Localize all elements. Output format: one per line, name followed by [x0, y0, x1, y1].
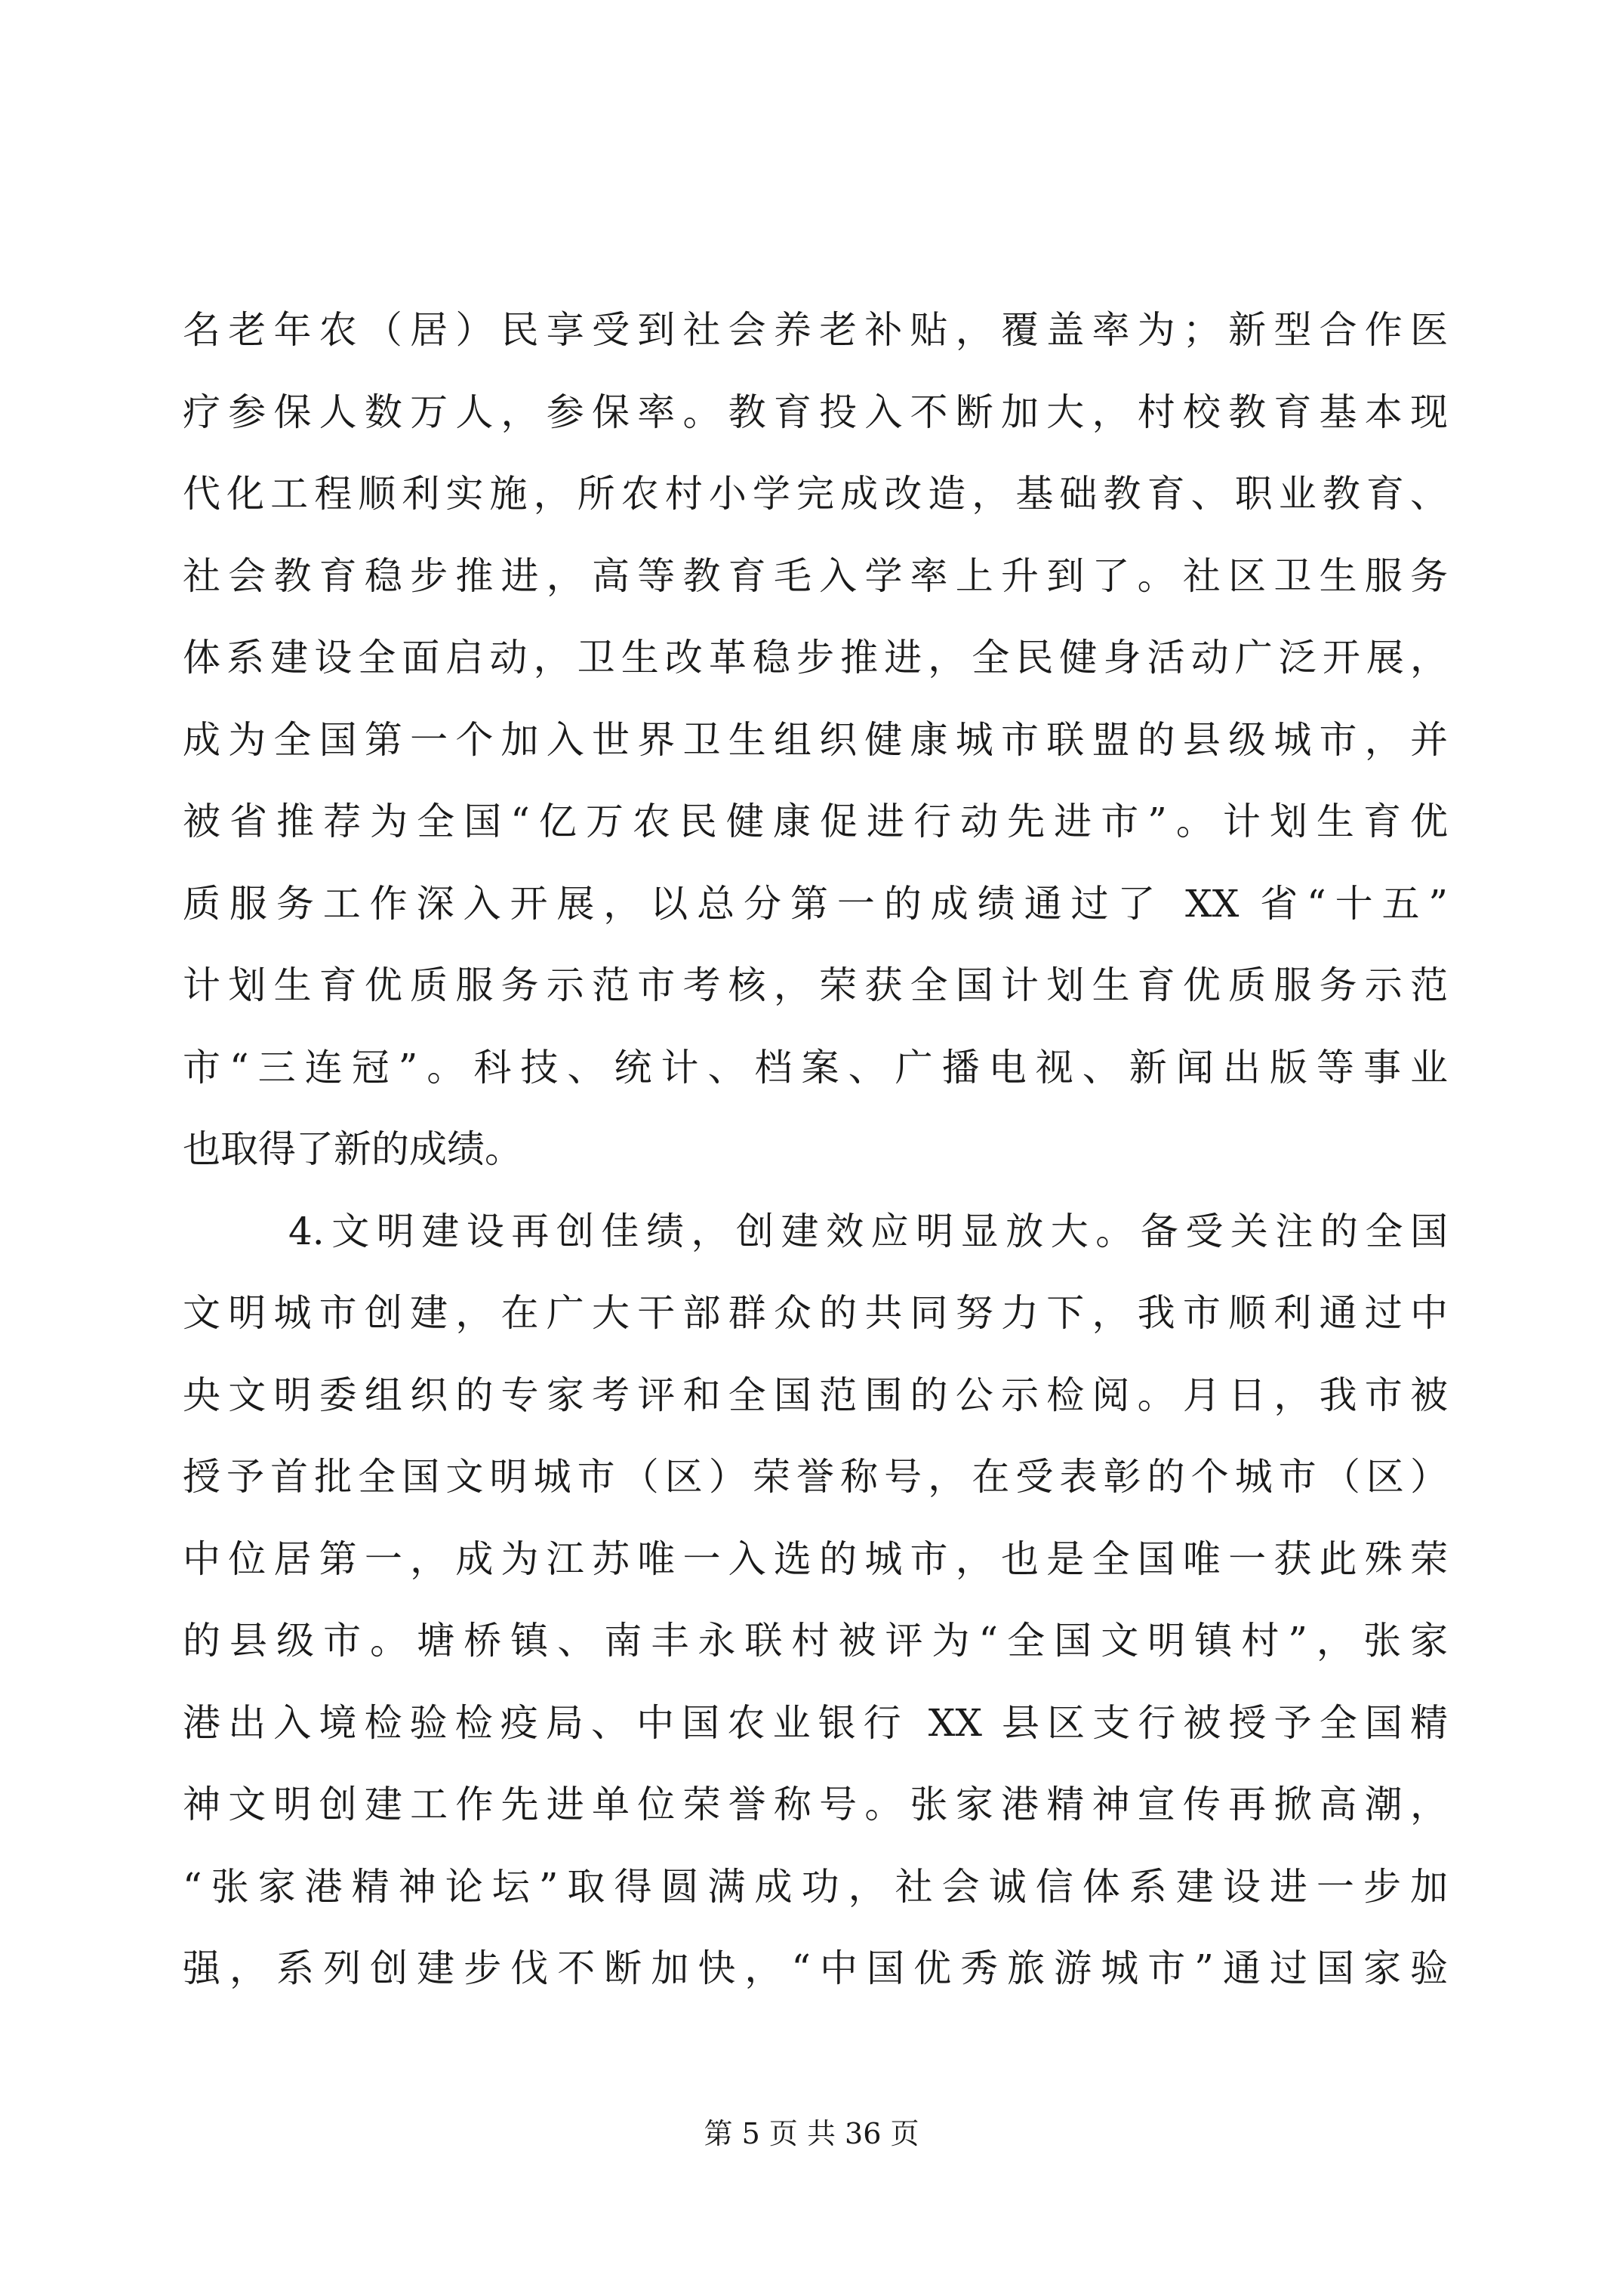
- text-line: 计划生育优质服务示范市考核，荣获全国计划生育优质服务示范: [183, 963, 1448, 1007]
- text-line: 代化工程顺利实施，所农村小学完成改造，基础教育、职业教育、: [183, 472, 1448, 516]
- text-line: 港出入境检验检疫局、中国农业银行 XX 县区支行被授予全国精: [183, 1700, 1448, 1745]
- text-line: “张家港精神论坛”取得圆满成功，社会诚信体系建设进一步加: [183, 1864, 1448, 1909]
- text-line: 央文明委组织的专家考评和全国范围的公示检阅。月日，我市被: [183, 1373, 1448, 1417]
- body-text: [183, 289, 1448, 2010]
- text-line: 市“三连冠”。科技、统计、档案、广播电视、新闻出版等事业: [183, 1045, 1448, 1089]
- text-line: 的县级市。塘桥镇、南丰永联村被评为“全国文明镇村”，张家: [183, 1619, 1448, 1663]
- text-line: 强，系列创建步伐不断加快，“中国优秀旅游城市”通过国家验: [183, 1946, 1448, 1990]
- text-line: 被省推荐为全国“亿万农民健康促进行动先进市”。计划生育优: [183, 800, 1448, 843]
- text-line: 社会教育稳步推进，高等教育毛入学率上升到了。社区卫生服务: [183, 553, 1448, 598]
- text-line: 体系建设全面启动，卫生改革稳步推进，全民健身活动广泛开展，: [183, 636, 1448, 680]
- paragraph-heading-line: 4.文明建设再创佳绩，创建效应明显放大。备受关注的全国: [288, 1209, 1448, 1253]
- text-line: 也取得了新的成绩。: [183, 1127, 522, 1171]
- text-line: 疗参保人数万人，参保率。教育投入不断加大，村校教育基本现: [183, 390, 1448, 434]
- text-line: 授予首批全国文明城市（区）荣誉称号，在受表彰的个城市（区）: [183, 1455, 1448, 1499]
- text-line: 成为全国第一个加入世界卫生组织健康城市联盟的县级城市，并: [183, 717, 1448, 762]
- text-line: 质服务工作深入开展，以总分第一的成绩通过了 XX 省“十五”: [183, 881, 1448, 926]
- text-line: 名老年农（居）民享受到社会养老补贴，覆盖率为；新型合作医: [183, 308, 1448, 352]
- page-number-footer: 第 5 页 共 36 页: [704, 2117, 919, 2150]
- text-line: 中位居第一，成为江苏唯一入选的城市，也是全国唯一获此殊荣: [183, 1536, 1448, 1581]
- text-line: 神文明创建工作先进单位荣誉称号。张家港精神宣传再掀高潮，: [183, 1783, 1448, 1826]
- text-line: 文明城市创建，在广大干部群众的共同努力下，我市顺利通过中: [183, 1291, 1448, 1335]
